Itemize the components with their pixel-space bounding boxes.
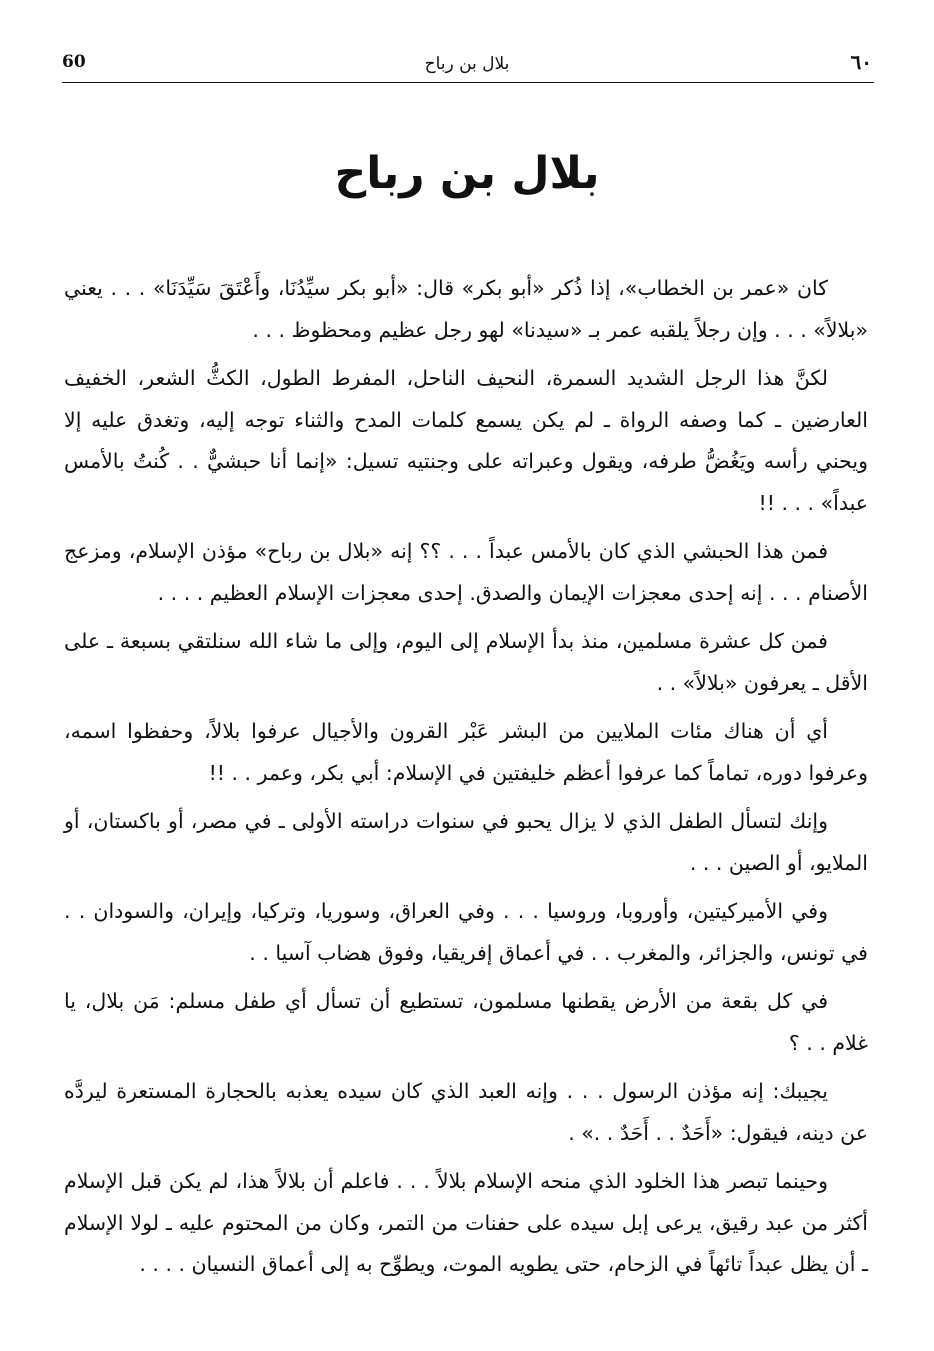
- chapter-title: بلال بن رباح: [334, 148, 600, 199]
- paragraph: أي أن هناك مئات الملايين من البشر عَبْر القرون والأجيال عرفوا بلالاً، وحفظوا اسمه، وعرفوا دوره، تماماً كما عرفوا أعظم خليفتين في الإسلام: أبي بكر، وعمر . . !!: [64, 719, 868, 785]
- running-header: [62, 48, 872, 80]
- paragraph: وإنك لتسأل الطفل الذي لا يزال يحبو في سنوات دراسته الأولى ـ في مصر، أو باكستان، أو الملايو، أو الصين . . .: [64, 809, 868, 875]
- page-number-arabic: ٦٠: [850, 50, 872, 74]
- paragraph: وحينما تبصر هذا الخلود الذي منحه الإسلام بلالاً . . . فاعلم أن بلالاً هذا، لم يكن قبل الإسلام أكثر من عبد رقيق، يرعى إبل سيده على حفنات من التمر، وكان من المحتوم عليه ـ لولا الإسلام ـ أن يظل عبداً تائهاً في الزحام، حتى يطويه الموت، ويطوِّح به إلى أعماق النسيان . . . .: [64, 1169, 868, 1276]
- page-number-latin: 60: [62, 52, 86, 72]
- body-text: [64, 268, 868, 1293]
- paragraph: وفي الأميركيتين، وأوروبا، وروسيا . . . وفي العراق، وسوريا، وتركيا، وإيران، والسودان . . في تونس، والجزائر، والمغرب . . في أعماق إفريقيا، وفوق هضاب آسيا . .: [64, 899, 868, 965]
- paragraph: كان «عمر بن الخطاب»، إذا ذُكر «أبو بكر» قال: «أبو بكر سيِّدُنَا، وأَعْتَقَ سَيِّدَنَا» . . . يعني «بلالاً» . . . وإن رجلاً يلقبه عمر بـ «سيدنا» لهو رجل عظيم ومحظوظ . . .: [64, 276, 868, 342]
- running-title: بلال بن رباح: [424, 54, 510, 74]
- paragraph: فمن هذا الحبشي الذي كان بالأمس عبداً . . . ؟؟ إنه «بلال بن رباح» مؤذن الإسلام، ومزعج الأصنام . . . إنه إحدى معجزات الإيمان والصدق. إحدى معجزات الإسلام العظيم . . . .: [64, 539, 868, 605]
- paragraph: لكنَّ هذا الرجل الشديد السمرة، النحيف الناحل، المفرط الطول، الكثُّ الشعر، الخفيف العارضين ـ كما وصفه الرواة ـ لم يكن يسمع كلمات المدح والثناء توجه إليه، وتغدق عليه إلا ويحني رأسه ويَغُضُّ طرفه، ويقول وعبراته على وجنتيه تسيل: «إنما أنا حبشيٌّ . . كُنتُ بالأمس عبداً» . . . !!: [64, 366, 868, 515]
- paragraph: فمن كل عشرة مسلمين، منذ بدأ الإسلام إلى اليوم، وإلى ما شاء الله سنلتقي بسبعة ـ على الأقل ـ يعرفون «بلالاً» . .: [64, 629, 868, 695]
- header-rule: [62, 82, 874, 83]
- paragraph: في كل بقعة من الأرض يقطنها مسلمون، تستطيع أن تسأل أي طفل مسلم: مَن بلال، يا غلام . . ؟: [64, 989, 868, 1055]
- paragraph: يجيبك: إنه مؤذن الرسول . . . وإنه العبد الذي كان سيده يعذبه بالحجارة المستعرة ليردَّه عن دينه، فيقول: «أَحَدٌ . . أَحَدٌ . .» .: [64, 1079, 868, 1145]
